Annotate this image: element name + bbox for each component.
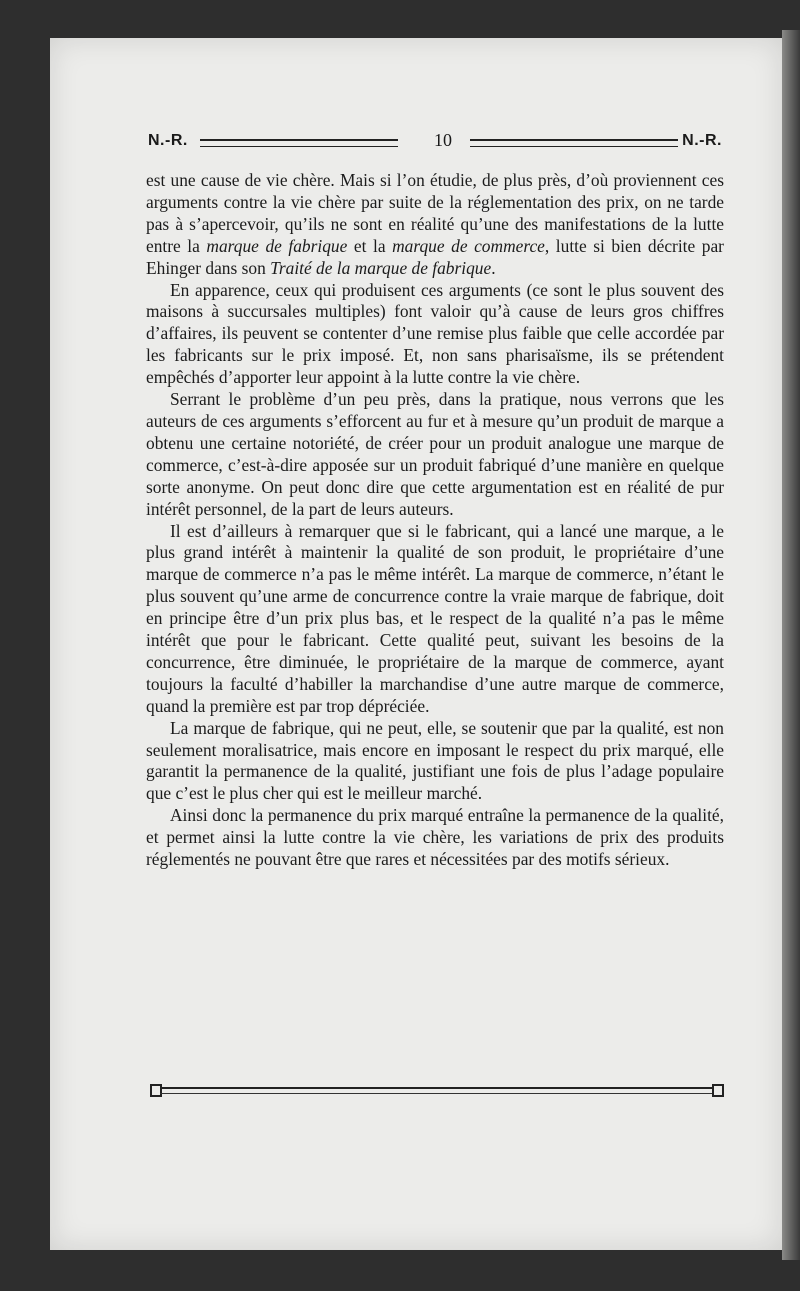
emphasis-marque-de-fabrique: marque de fabrique [206,235,348,256]
paragraph-3: Serrant le problème d’un peu près, dans la pratique, nous verrons que les auteurs de ces arguments s’efforcent au fur et à mesure qu’un produit de marque a obtenu une certaine notoriété, de créer pour un produit analogue une marque de commerce, c’est-à-dire apposée sur un produit fabriqué d’une manière en quelque sorte anonyme. On peut donc dire que cette argumentation est en réalité de pur intérêt personnel, de la part de leurs auteurs. [146,389,724,519]
body-text [146,170,724,871]
running-header [148,130,722,156]
paragraph-6: Ainsi donc la permanence du prix marqué entraîne la permanence de la qualité, et permet ainsi la lutte contre la vie chère, les variations de prix des produits réglementés ne pouvant être que rares et nécessitées par des motifs sérieux. [146,805,724,870]
emphasis-marque-de-commerce: marque de commerce [392,235,545,256]
header-left: N.-R. [148,132,188,149]
paragraph-1 [146,170,724,280]
paragraph-5: La marque de fabrique, qui ne peut, elle, se soutenir que par la qualité, est non seulement moralisatrice, mais encore en imposant le respect du prix marqué, elle garantit la permanence de la qualité, justifiant une fois de plus l’adage populaire que c’est le plus cher qui est le meilleur marché. [146,717,724,804]
paragraph-1-text-d: . [491,257,496,278]
paragraph-2: En apparence, ceux qui produisent ces arguments (ce sont le plus souvent des maisons à succursales multiples) font valoir qu’à cause de leurs gros chiffres d’affaires, ils peuvent se contenter d’une remise plus faible que celle accordée par les fabricants sur le prix imposé. Et, non sans pharisaïsme, ils se prétendent empêchés d’apporter leur appoint à la lutte contre la vie chère. [146,279,724,388]
emphasis-book-title: Traité de la marque de fabrique [270,257,492,278]
footer-ornament-rule [150,1084,724,1096]
header-rule-left [200,139,398,147]
header-rule-right [470,139,678,147]
paragraph-1-text-b: et la [347,235,393,256]
rule-end-box-right [712,1084,724,1097]
page-edge [782,30,800,1260]
header-right: N.-R. [682,132,722,149]
paragraph-1-text-a: est une cause de vie chère. Mais si l’on étudie, de plus près, d’où proviennent ces arguments contre la vie chère par suite de la réglementation des prix, on ne tarde pas à s’apercevoir, qu’ils ne sont en réalité qu’une des manifestations de la lutte entre la [146,170,724,256]
page-number: 10 [434,130,452,150]
paragraph-4: Il est d’ailleurs à remarquer que si le fabricant, qui a lancé une marque, a le plus grand intérêt à maintenir la qualité de son produit, le propriétaire d’une marque de commerce n’a pas le même intérêt. La marque de commerce, n’étant le plus souvent qu’une arme de concurrence contre la vraie marque de fabrique, doit en principe être d’un prix plus bas, et le respect de la qualité n’a pas le même intérêt que pour le fabricant. Cette qualité peut, suivant les besoins de la concurrence, être diminuée, le propriétaire de la marque de commerce, ayant toujours la faculté d’habiller la marchandise d’une autre marque de commerce, quand la première est par trop dépréciée. [146,520,724,716]
paragraph-1-text-c: , lutte si bien décrite par Ehinger dans son [146,235,724,278]
rule-line [160,1087,714,1094]
